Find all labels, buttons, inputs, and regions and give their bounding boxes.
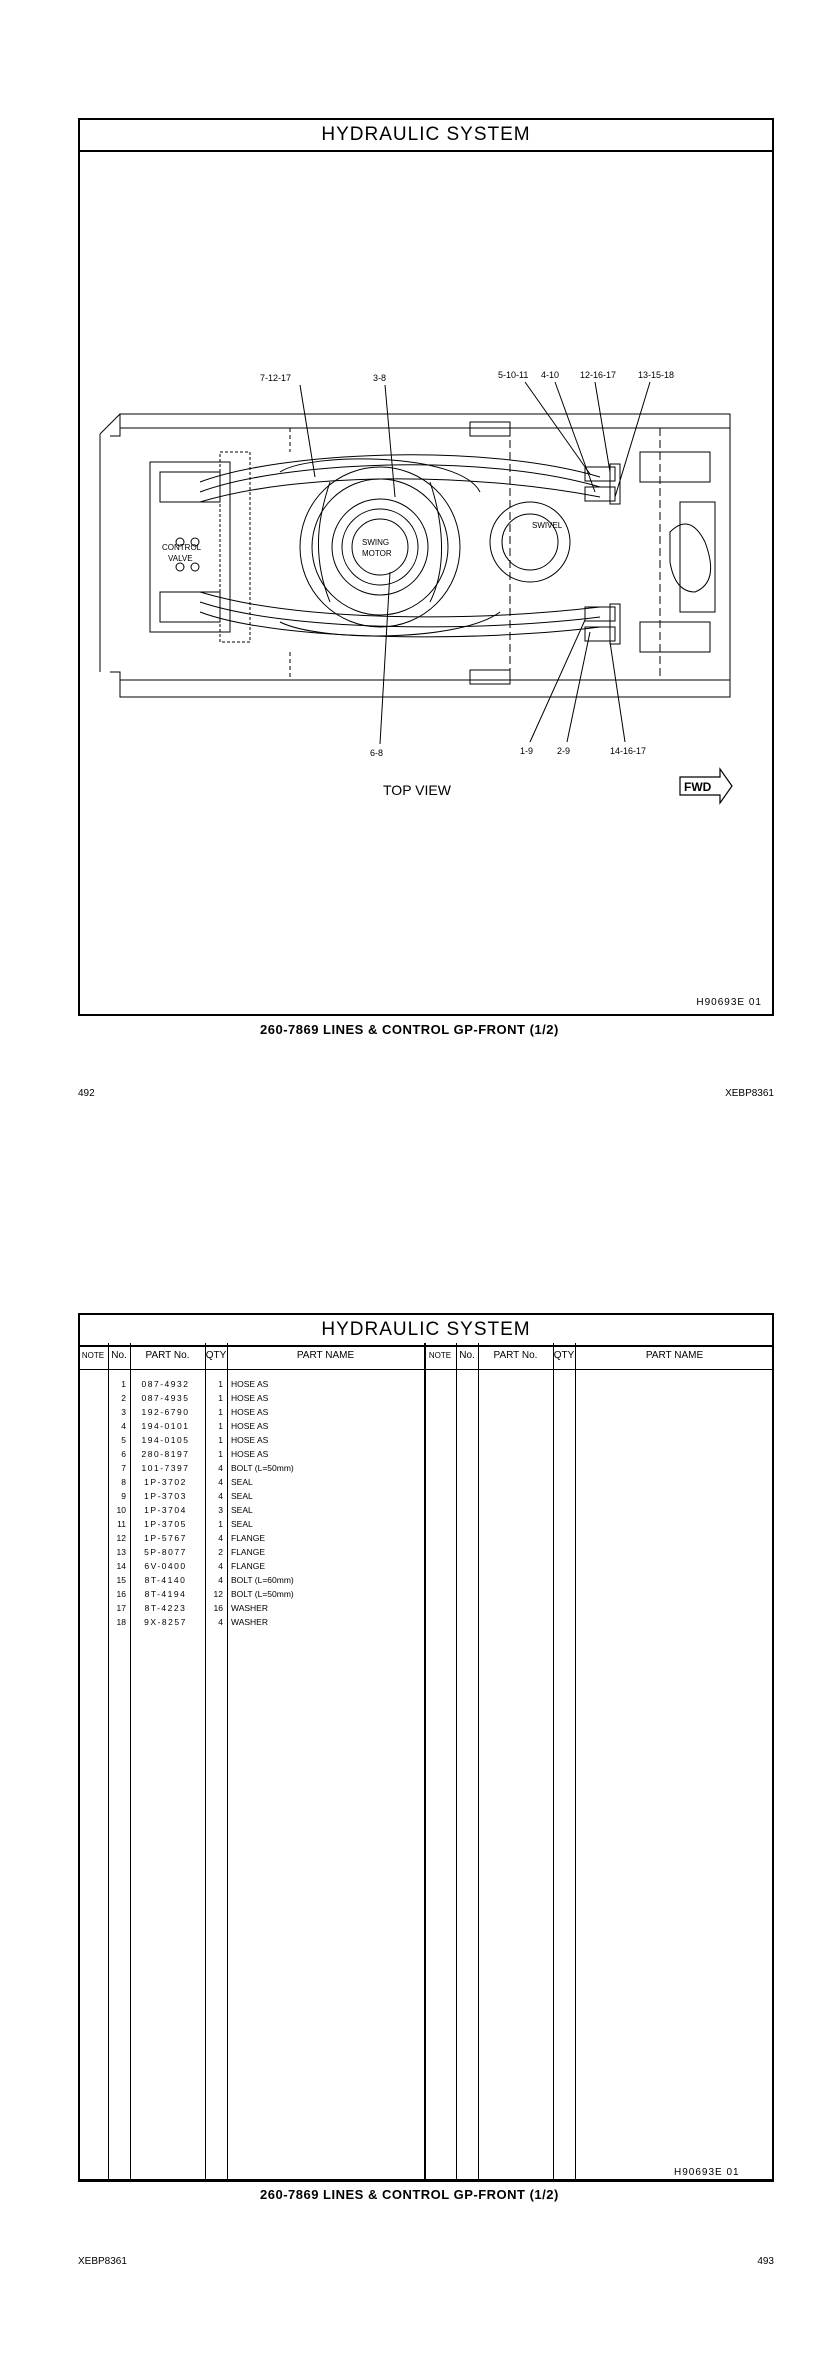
item-number: 15	[116, 1575, 126, 1585]
quantity: 12	[213, 1589, 223, 1599]
quantity: 4	[218, 1533, 223, 1543]
item-number: 16	[116, 1589, 126, 1599]
item-number: 14	[116, 1561, 126, 1571]
header-no: No.	[108, 1343, 130, 1370]
doc-code-left: XEBP8361	[78, 2256, 127, 2267]
item-number: 1	[121, 1379, 126, 1389]
label-swing: SWING	[362, 538, 390, 547]
callout-3-8: 3-8	[373, 373, 387, 383]
hydraulic-top-view-diagram	[80, 152, 772, 1016]
item-number: 5	[121, 1435, 126, 1445]
callout-13-15-18: 13-15-18	[638, 370, 675, 380]
callout-7-12-17: 7-12-17	[260, 373, 292, 383]
callout-1-9: 1-9	[520, 746, 534, 756]
part-number: 8T-4194	[144, 1589, 187, 1599]
quantity: 4	[218, 1477, 223, 1487]
callout-5-10-11: 5-10-11	[498, 370, 529, 380]
callout-4-10: 4-10	[541, 370, 560, 380]
part-name: WASHER	[231, 1603, 268, 1613]
header-qty: QTY	[205, 1343, 227, 1370]
part-name: SEAL	[231, 1505, 253, 1515]
callout-2-9: 2-9	[557, 746, 571, 756]
page-title: HYDRAULIC SYSTEM	[80, 120, 772, 152]
item-number: 11	[117, 1519, 126, 1529]
part-number: 101-7397	[141, 1463, 190, 1473]
item-number: 18	[116, 1617, 126, 1627]
figure-caption: 260-7869 LINES & CONTROL GP-FRONT (1/2)	[260, 1022, 559, 1037]
quantity: 1	[218, 1393, 223, 1403]
fwd-label: FWD	[684, 780, 712, 794]
quantity: 4	[218, 1575, 223, 1585]
part-name: FLANGE	[231, 1533, 266, 1543]
label-valve: VALVE	[168, 554, 193, 563]
part-name: FLANGE	[231, 1547, 266, 1557]
part-number: 9X-8257	[144, 1617, 187, 1627]
part-number: 194-0101	[141, 1421, 190, 1431]
quantity: 4	[218, 1491, 223, 1501]
part-number: 087-4935	[141, 1393, 190, 1403]
quantity: 2	[218, 1547, 223, 1557]
part-number: 8T-4140	[144, 1575, 187, 1585]
part-number: 280-8197	[141, 1449, 190, 1459]
part-number: 1P-3703	[144, 1491, 187, 1501]
quantity: 3	[218, 1505, 223, 1515]
fwd-arrow-icon	[680, 769, 732, 803]
header-note: NOTE	[78, 1343, 108, 1370]
quantity: 4	[218, 1617, 223, 1627]
quantity: 1	[218, 1435, 223, 1445]
part-name: HOSE AS	[231, 1449, 269, 1459]
part-number: 1P-3702	[144, 1477, 187, 1487]
quantity: 1	[218, 1407, 223, 1417]
page-title: HYDRAULIC SYSTEM	[80, 1315, 772, 1347]
part-name: BOLT (L=60mm)	[231, 1575, 294, 1585]
quantity: 1	[218, 1379, 223, 1389]
item-number: 6	[121, 1449, 126, 1459]
figure-id: H90693E 01	[696, 997, 762, 1008]
part-name: BOLT (L=50mm)	[231, 1589, 294, 1599]
part-name: HOSE AS	[231, 1435, 269, 1445]
page-number-left: 492	[78, 1088, 95, 1099]
callout-12-16-17: 12-16-17	[580, 370, 617, 380]
figure-caption: 260-7869 LINES & CONTROL GP-FRONT (1/2)	[260, 2187, 559, 2202]
header-no: No.	[456, 1343, 478, 1370]
quantity: 4	[218, 1561, 223, 1571]
header-part-no: PART No.	[130, 1343, 205, 1370]
header-part-name: PART NAME	[227, 1343, 424, 1370]
swing-motor-outer	[300, 467, 460, 627]
item-number: 17	[116, 1603, 126, 1613]
part-name: SEAL	[231, 1491, 253, 1501]
quantity: 1	[218, 1519, 223, 1529]
part-name: FLANGE	[231, 1561, 266, 1571]
item-number: 10	[116, 1505, 126, 1515]
quantity: 4	[218, 1463, 223, 1473]
part-number: 5P-8077	[144, 1547, 187, 1557]
part-number: 194-0105	[141, 1435, 190, 1445]
item-number: 9	[121, 1491, 126, 1501]
top-view-label: TOP VIEW	[383, 782, 451, 798]
item-number: 2	[121, 1393, 126, 1403]
part-number: 1P-5767	[144, 1533, 187, 1543]
item-number: 13	[116, 1547, 126, 1557]
part-number: 1P-3704	[144, 1505, 187, 1515]
part-name: WASHER	[231, 1617, 268, 1627]
item-number: 4	[121, 1421, 126, 1431]
label-swivel: SWIVEL	[532, 521, 563, 530]
figure-id: H90693E 01	[674, 2167, 740, 2178]
part-name: HOSE AS	[231, 1421, 269, 1431]
frame-outline	[110, 414, 730, 697]
part-number: 192-6790	[141, 1407, 190, 1417]
quantity: 1	[218, 1449, 223, 1459]
quantity: 16	[213, 1603, 223, 1613]
item-number: 7	[121, 1463, 126, 1473]
header-qty: QTY	[553, 1343, 575, 1370]
item-number: 12	[116, 1533, 126, 1543]
part-name: HOSE AS	[231, 1379, 269, 1389]
part-name: HOSE AS	[231, 1393, 269, 1403]
part-number: 8T-4223	[144, 1603, 187, 1613]
label-control: CONTROL	[162, 543, 202, 552]
parts-table	[78, 1343, 774, 2180]
callout-14-16-17: 14-16-17	[610, 746, 647, 756]
callout-6-8: 6-8	[370, 748, 384, 758]
header-note: NOTE	[424, 1343, 456, 1370]
part-number: 6V-0400	[144, 1561, 187, 1571]
page-number-right: 493	[757, 2256, 774, 2267]
header-part-no: PART No.	[478, 1343, 553, 1370]
part-name: BOLT (L=50mm)	[231, 1463, 294, 1473]
quantity: 1	[218, 1421, 223, 1431]
part-name: SEAL	[231, 1477, 253, 1487]
item-number: 8	[121, 1477, 126, 1487]
doc-code-right: XEBP8361	[725, 1088, 774, 1099]
part-number: 1P-3705	[144, 1519, 187, 1529]
diagram-frame	[78, 118, 774, 1016]
header-part-name: PART NAME	[575, 1343, 774, 1370]
part-name: SEAL	[231, 1519, 253, 1529]
part-name: HOSE AS	[231, 1407, 269, 1417]
part-number: 087-4932	[141, 1379, 190, 1389]
item-number: 3	[121, 1407, 126, 1417]
label-motor: MOTOR	[362, 549, 392, 558]
